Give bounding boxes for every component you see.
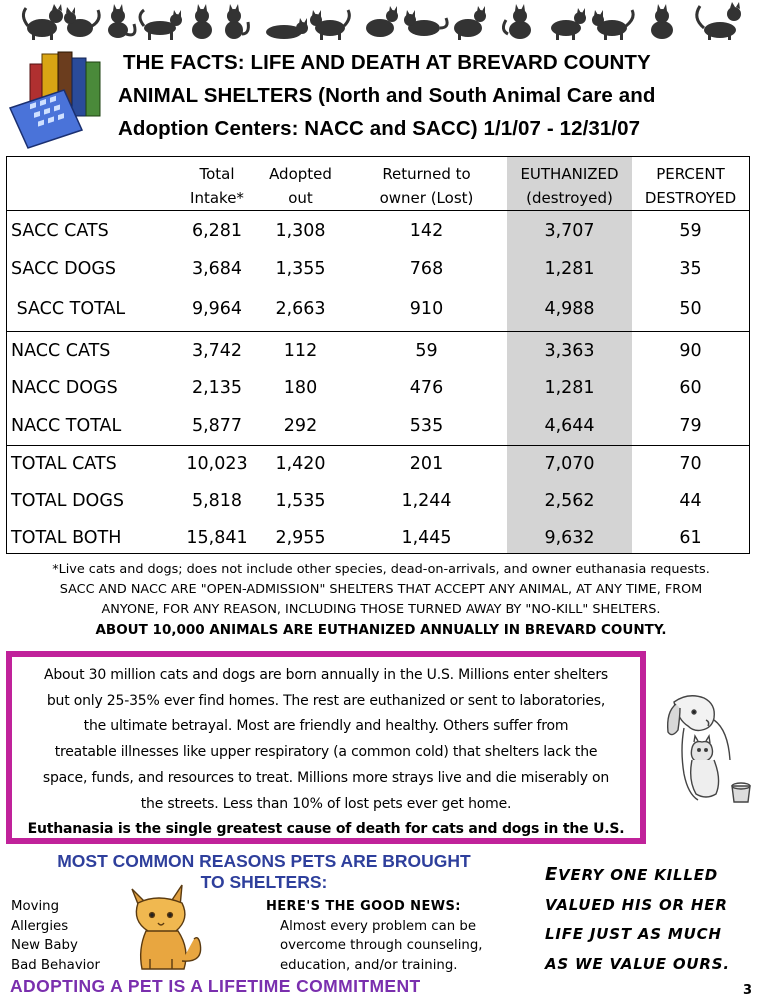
reasons-list xyxy=(11,897,100,975)
quote-line-3: LIFE JUST AS MUCH xyxy=(545,925,722,943)
cell: 5,877 xyxy=(179,407,255,446)
shelter-stats-table xyxy=(6,156,750,554)
good-news-line: education, and/or training. xyxy=(280,957,458,973)
reasons-heading-line-2: TO SHELTERS: xyxy=(200,872,328,892)
cell: 6,281 xyxy=(191,220,243,241)
header-adopted-out: Adopted out xyxy=(269,165,332,207)
row-label: NACC CATS xyxy=(11,340,111,361)
quote-line-4: AS WE VALUE OURS. xyxy=(545,954,730,973)
cell: 2,955 xyxy=(275,527,326,548)
list-item: New Baby xyxy=(11,938,78,953)
cell: 1,244 xyxy=(401,490,452,511)
cell: 90 xyxy=(679,340,702,361)
cell: 3,363 xyxy=(544,340,595,361)
cell: 1,281 xyxy=(544,259,595,279)
good-news-line: Almost every problem can be xyxy=(280,918,477,934)
cell: 4,644 xyxy=(507,407,632,446)
facts-line: but only 25-35% ever find homes. The rest are euthanized or sent to laboratories, xyxy=(46,692,606,709)
cell: 15,841 xyxy=(186,527,248,548)
reasons-heading xyxy=(8,851,520,893)
table-row xyxy=(7,446,749,483)
cell: 910 xyxy=(346,288,507,332)
cell: 292 xyxy=(255,407,346,446)
facts-line: the ultimate betrayal. Most are friendly and healthy. Others suffer from xyxy=(83,718,569,735)
cell: 61 xyxy=(679,527,702,548)
note-open-admission-cont: ANYONE, FOR ANY REASON, INCLUDING THOSE TURNED AWAY BY "NO-KILL" SHELTERS. xyxy=(101,602,661,617)
table-row xyxy=(7,407,749,446)
page-title xyxy=(118,46,758,145)
table-notes xyxy=(0,560,762,640)
cell: 3,742 xyxy=(191,340,243,361)
cell: 2,562 xyxy=(544,490,595,511)
cell: 142 xyxy=(409,220,444,241)
row-label: NACC TOTAL xyxy=(7,407,179,446)
facts-line: the streets. Less than 10% of lost pets ever get home. xyxy=(140,795,512,812)
facts-line: About 30 million cats and dogs are born annually in the U.S. Millions enter shelters xyxy=(43,667,608,683)
cell: 535 xyxy=(346,407,507,446)
cell: 59 xyxy=(679,220,702,241)
cell: 1,445 xyxy=(401,527,452,548)
cell: 79 xyxy=(632,407,749,446)
good-news-heading: HERE'S THE GOOD NEWS: xyxy=(266,899,461,914)
cell: 2,135 xyxy=(191,378,243,398)
row-label: SACC DOGS xyxy=(11,259,117,279)
table-header-row xyxy=(7,157,749,211)
row-label: TOTAL DOGS xyxy=(11,490,124,511)
every-one-killed-quote xyxy=(545,860,755,979)
header-percent-destroyed: PERCENT DESTROYED xyxy=(644,165,737,207)
table-row xyxy=(7,332,749,370)
cell: 70 xyxy=(679,454,702,475)
header-total-intake: Total Intake* xyxy=(190,165,244,207)
reasons-heading-line-1: MOST COMMON REASONS PETS ARE BROUGHT xyxy=(57,851,471,871)
table-row xyxy=(7,211,749,251)
list-item: Moving xyxy=(11,899,60,914)
cell: 201 xyxy=(409,454,444,475)
header-returned: Returned to owner (Lost) xyxy=(379,165,474,207)
cell: 1,535 xyxy=(275,490,326,511)
cell: 7,070 xyxy=(544,454,595,475)
list-item: Bad Behavior xyxy=(11,957,100,973)
row-label: TOTAL BOTH xyxy=(11,527,122,548)
cell: 9,632 xyxy=(544,527,595,548)
list-item: Allergies xyxy=(11,918,69,934)
cell: 180 xyxy=(283,378,318,398)
quote-line-2: VALUED HIS OR HER xyxy=(545,895,728,914)
cell: 768 xyxy=(409,259,444,279)
cell: 50 xyxy=(632,288,749,332)
cell: 44 xyxy=(679,490,702,511)
row-label: SACC CATS xyxy=(11,220,109,241)
title-line-2: ANIMAL SHELTERS (North and South Animal Care and xyxy=(118,84,656,107)
facts-line: space, funds, and resources to treat. Millions more strays live and die miserably on xyxy=(42,769,610,786)
row-label: NACC DOGS xyxy=(11,378,118,398)
facts-box xyxy=(6,651,646,844)
table-row xyxy=(7,288,749,332)
dog-and-cat-icon xyxy=(654,690,754,810)
fox-icon xyxy=(124,879,208,975)
cell: 1,355 xyxy=(275,259,326,279)
table-row xyxy=(7,370,749,407)
cell: 1,281 xyxy=(544,378,595,398)
cell: 59 xyxy=(415,340,438,361)
cell: 4,988 xyxy=(507,288,632,332)
cat-silhouettes-border xyxy=(0,0,762,40)
note-open-admission: SACC AND NACC ARE "OPEN-ADMISSION" SHELTERS THAT ACCEPT ANY ANIMAL, AT ANY TIME, FROM xyxy=(59,582,703,597)
quote-line-1-rest: VERY ONE KILLED xyxy=(558,866,719,884)
table-row xyxy=(7,483,749,519)
facts-emphasis: Euthanasia is the single greatest cause of death for cats and dogs in the U.S. xyxy=(27,821,625,838)
row-label: SACC TOTAL xyxy=(7,288,179,332)
cell: 1,420 xyxy=(275,454,326,475)
good-news-line: overcome through counseling, xyxy=(280,938,483,953)
cell: 3,707 xyxy=(544,220,595,241)
cell: 1,308 xyxy=(275,220,326,241)
header-blank xyxy=(7,157,179,211)
books-icon xyxy=(6,50,112,150)
cell: 2,663 xyxy=(255,288,346,332)
row-label: TOTAL CATS xyxy=(11,454,117,475)
cell: 476 xyxy=(409,378,444,398)
quote-line-1 xyxy=(545,860,755,891)
title-line-3: Adoption Centers: NACC and SACC) 1/1/07 - 12/31/07 xyxy=(118,117,641,140)
table-row xyxy=(7,519,749,557)
quote-initial: E xyxy=(545,864,559,885)
cell: 3,684 xyxy=(191,259,243,279)
title-line-1: THE FACTS: LIFE AND DEATH AT BREVARD COUNTY xyxy=(123,51,651,74)
facts-line: treatable illnesses like upper respiratory (a common cold) that shelters lack the xyxy=(54,744,598,761)
cell: 112 xyxy=(283,340,318,361)
cell: 60 xyxy=(679,378,702,398)
note-annual-euthanized: ABOUT 10,000 ANIMALS ARE EUTHANIZED ANNUALLY IN BREVARD COUNTY. xyxy=(95,622,667,638)
cell: 10,023 xyxy=(186,454,248,475)
good-news xyxy=(266,897,483,975)
cell: 9,964 xyxy=(179,288,255,332)
adopt-commitment-banner: ADOPTING A PET IS A LIFETIME COMMITMENT xyxy=(10,976,421,996)
cell: 5,818 xyxy=(191,490,243,511)
footnote: *Live cats and dogs; does not include other species, dead-on-arrivals, and owner euthanasia requests. xyxy=(52,562,710,577)
page-number: 3 xyxy=(743,983,753,998)
table-row xyxy=(7,251,749,288)
cell: 35 xyxy=(679,259,702,279)
header-euthanized: EUTHANIZED (destroyed) xyxy=(520,165,619,207)
